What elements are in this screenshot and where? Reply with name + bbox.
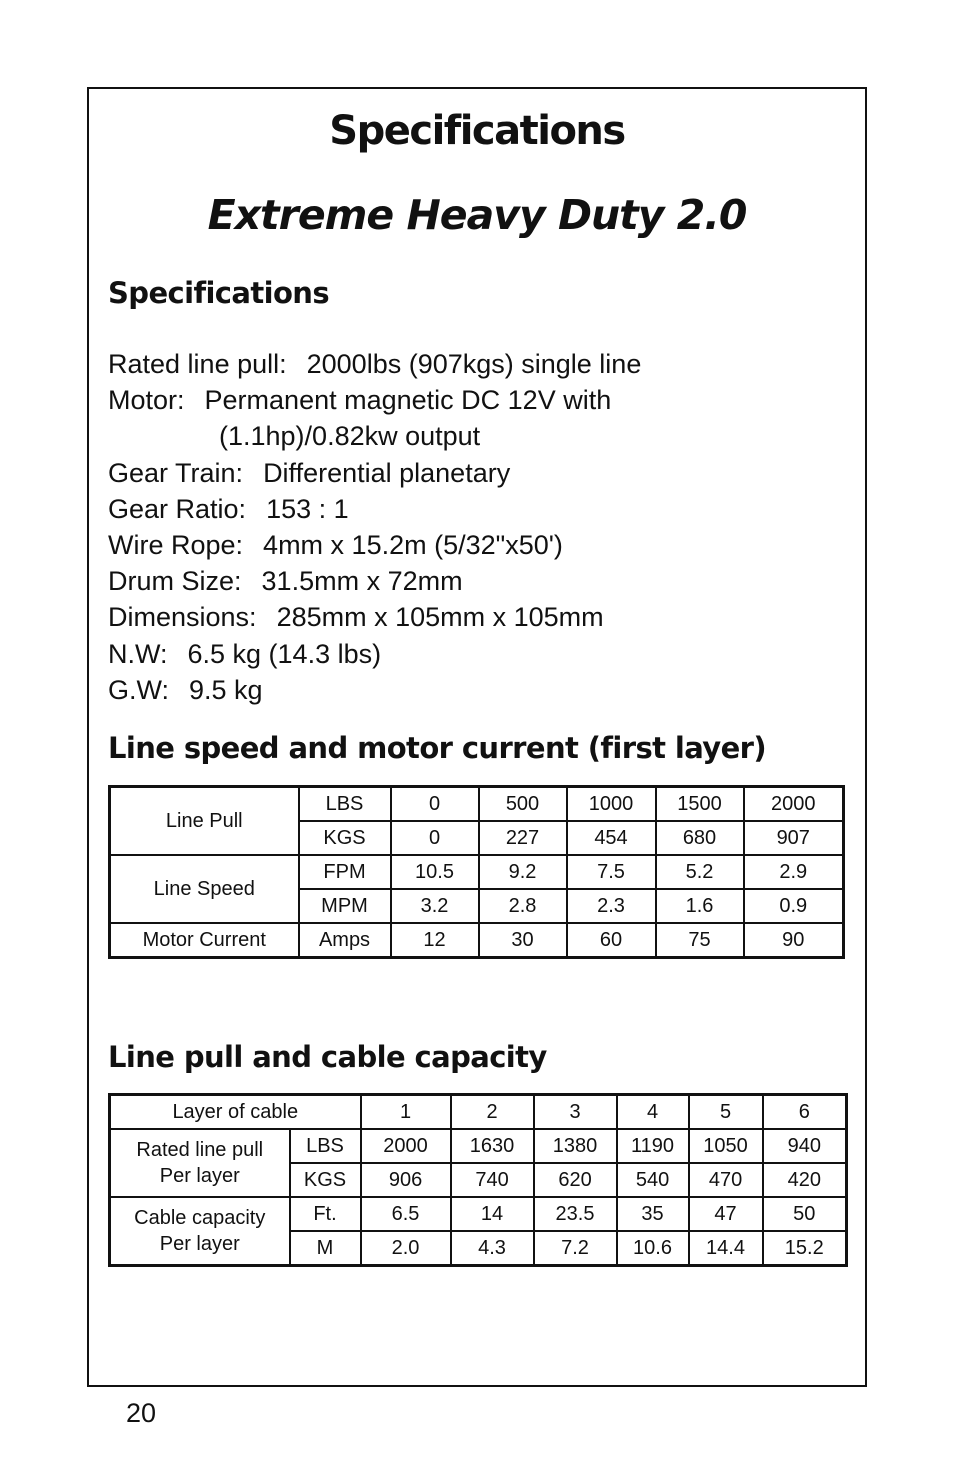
table-cell: 2000 xyxy=(361,1129,451,1163)
layer-header-label: Layer of cable xyxy=(110,1095,361,1130)
spec-drum-size xyxy=(108,563,848,599)
spec-value: 4mm x 15.2m (5/32"x50') xyxy=(263,530,563,561)
spec-rated-line-pull xyxy=(108,346,848,382)
table-cell: 23.5 xyxy=(534,1197,617,1231)
table-cell: 470 xyxy=(689,1163,763,1197)
layer-header-cell: 4 xyxy=(617,1095,689,1130)
page-number: 20 xyxy=(126,1398,157,1428)
unit-cell: KGS xyxy=(290,1163,361,1197)
table-cell: 1630 xyxy=(451,1129,534,1163)
table-row xyxy=(110,923,844,958)
spec-value: 2000lbs (907kgs) single line xyxy=(306,349,642,379)
unit-cell: KGS xyxy=(299,821,391,855)
table-cell: 0.9 xyxy=(744,889,844,923)
table-cell: 1500 xyxy=(656,787,744,822)
table-cell: 47 xyxy=(689,1197,763,1231)
table-row xyxy=(110,787,844,822)
table-cell: 10.6 xyxy=(617,1231,689,1266)
unit-cell: M xyxy=(290,1231,361,1266)
unit-cell: FPM xyxy=(299,855,391,889)
table-cell: 2.9 xyxy=(744,855,844,889)
layer-header-cell: 1 xyxy=(361,1095,451,1130)
table-cell: 454 xyxy=(567,821,656,855)
spec-label: Gear Train: xyxy=(108,457,244,488)
spec-label: Drum Size: xyxy=(108,566,242,597)
row-group-label-line: Rated line pull xyxy=(136,1139,264,1161)
speed-table-heading: Line speed and motor current (first layer) xyxy=(108,731,767,765)
table-cell: 680 xyxy=(656,821,744,855)
table-cell: 5.2 xyxy=(656,855,744,889)
capacity-table-heading: Line pull and cable capacity xyxy=(108,1040,547,1074)
table-cell: 0 xyxy=(391,787,479,822)
unit-cell: LBS xyxy=(299,787,391,822)
table-row xyxy=(110,1197,847,1231)
row-group-label: Line Pull xyxy=(110,787,299,856)
table-cell: 420 xyxy=(763,1163,847,1197)
row-group-label-line: Cable capacity xyxy=(134,1207,266,1229)
spec-value: 9.5 kg xyxy=(189,674,263,705)
spec-value: 285mm x 105mm x 105mm xyxy=(276,602,604,633)
table-cell: 740 xyxy=(451,1163,534,1197)
spec-gear-ratio xyxy=(108,491,848,527)
layer-header-cell: 5 xyxy=(689,1095,763,1130)
spec-gross-weight xyxy=(108,672,848,708)
table-cell: 1190 xyxy=(617,1129,689,1163)
table-cell: 3.2 xyxy=(391,889,479,923)
spec-value: Differential planetary xyxy=(263,457,511,488)
spec-value: 6.5 kg (14.3 lbs) xyxy=(187,638,382,669)
row-group-label-line: Per layer xyxy=(159,1233,240,1255)
pull-capacity-table xyxy=(108,1093,848,1267)
table-cell: 1050 xyxy=(689,1129,763,1163)
layer-header-cell: 3 xyxy=(534,1095,617,1130)
table-cell: 10.5 xyxy=(391,855,479,889)
table-row xyxy=(110,855,844,889)
layer-header-cell: 2 xyxy=(451,1095,534,1130)
model-title: Extreme Heavy Duty 2.0 xyxy=(207,191,747,239)
table-cell: 75 xyxy=(656,923,744,958)
spec-dimensions xyxy=(108,599,848,635)
spec-value: 31.5mm x 72mm xyxy=(261,566,463,597)
table-cell: 1000 xyxy=(567,787,656,822)
row-group-label-line: Per layer xyxy=(159,1165,240,1187)
table-cell: 940 xyxy=(763,1129,847,1163)
table-cell: 2.3 xyxy=(567,889,656,923)
unit-cell: MPM xyxy=(299,889,391,923)
table-cell: 14.4 xyxy=(689,1231,763,1266)
table-row xyxy=(110,1129,847,1163)
table-cell: 60 xyxy=(567,923,656,958)
row-group-label: Line Speed xyxy=(110,855,299,923)
spec-label: Rated line pull: xyxy=(108,349,287,379)
spec-label: Dimensions: xyxy=(108,602,257,633)
table-cell: 30 xyxy=(479,923,567,958)
spec-value: Permanent magnetic DC 12V with xyxy=(204,385,612,416)
table-cell: 4.3 xyxy=(451,1231,534,1266)
table-cell: 227 xyxy=(479,821,567,855)
table-cell: 1.6 xyxy=(656,889,744,923)
spec-label: Motor: xyxy=(108,385,185,416)
row-group-label: Motor Current xyxy=(110,923,299,958)
row-group-label xyxy=(110,1129,290,1197)
table-cell: 540 xyxy=(617,1163,689,1197)
table-cell: 1380 xyxy=(534,1129,617,1163)
page-title: Specifications xyxy=(329,108,625,154)
table-cell: 50 xyxy=(763,1197,847,1231)
layer-header-cell: 6 xyxy=(763,1095,847,1130)
table-cell: 12 xyxy=(391,923,479,958)
spec-list xyxy=(108,346,848,708)
table-cell: 35 xyxy=(617,1197,689,1231)
table-cell: 906 xyxy=(361,1163,451,1197)
unit-cell: Amps xyxy=(299,923,391,958)
table-cell: 9.2 xyxy=(479,855,567,889)
spec-value: 153 : 1 xyxy=(266,493,349,524)
table-cell: 0 xyxy=(391,821,479,855)
table-cell: 2.0 xyxy=(361,1231,451,1266)
table-header-row xyxy=(110,1095,847,1130)
table-cell: 14 xyxy=(451,1197,534,1231)
spec-net-weight xyxy=(108,636,848,672)
spec-label: Gear Ratio: xyxy=(108,493,247,524)
table-cell: 2000 xyxy=(744,787,844,822)
specs-heading: Specifications xyxy=(108,276,329,310)
table-cell: 620 xyxy=(534,1163,617,1197)
table-cell: 7.5 xyxy=(567,855,656,889)
spec-label: N.W: xyxy=(108,638,168,669)
spec-gear-train xyxy=(108,455,848,491)
table-cell: 907 xyxy=(744,821,844,855)
speed-current-table xyxy=(108,785,845,959)
table-cell: 90 xyxy=(744,923,844,958)
spec-label: G.W: xyxy=(108,674,170,705)
unit-cell: LBS xyxy=(290,1129,361,1163)
spec-value: (1.1hp)/0.82kw output xyxy=(219,421,481,452)
table-cell: 6.5 xyxy=(361,1197,451,1231)
row-group-label xyxy=(110,1197,290,1266)
table-cell: 2.8 xyxy=(479,889,567,923)
table-cell: 15.2 xyxy=(763,1231,847,1266)
spec-motor xyxy=(108,382,848,418)
unit-cell: Ft. xyxy=(290,1197,361,1231)
spec-label: Wire Rope: xyxy=(108,530,244,561)
table-cell: 7.2 xyxy=(534,1231,617,1266)
spec-motor-continued xyxy=(108,418,848,454)
spec-wire-rope xyxy=(108,527,848,563)
table-cell: 500 xyxy=(479,787,567,822)
